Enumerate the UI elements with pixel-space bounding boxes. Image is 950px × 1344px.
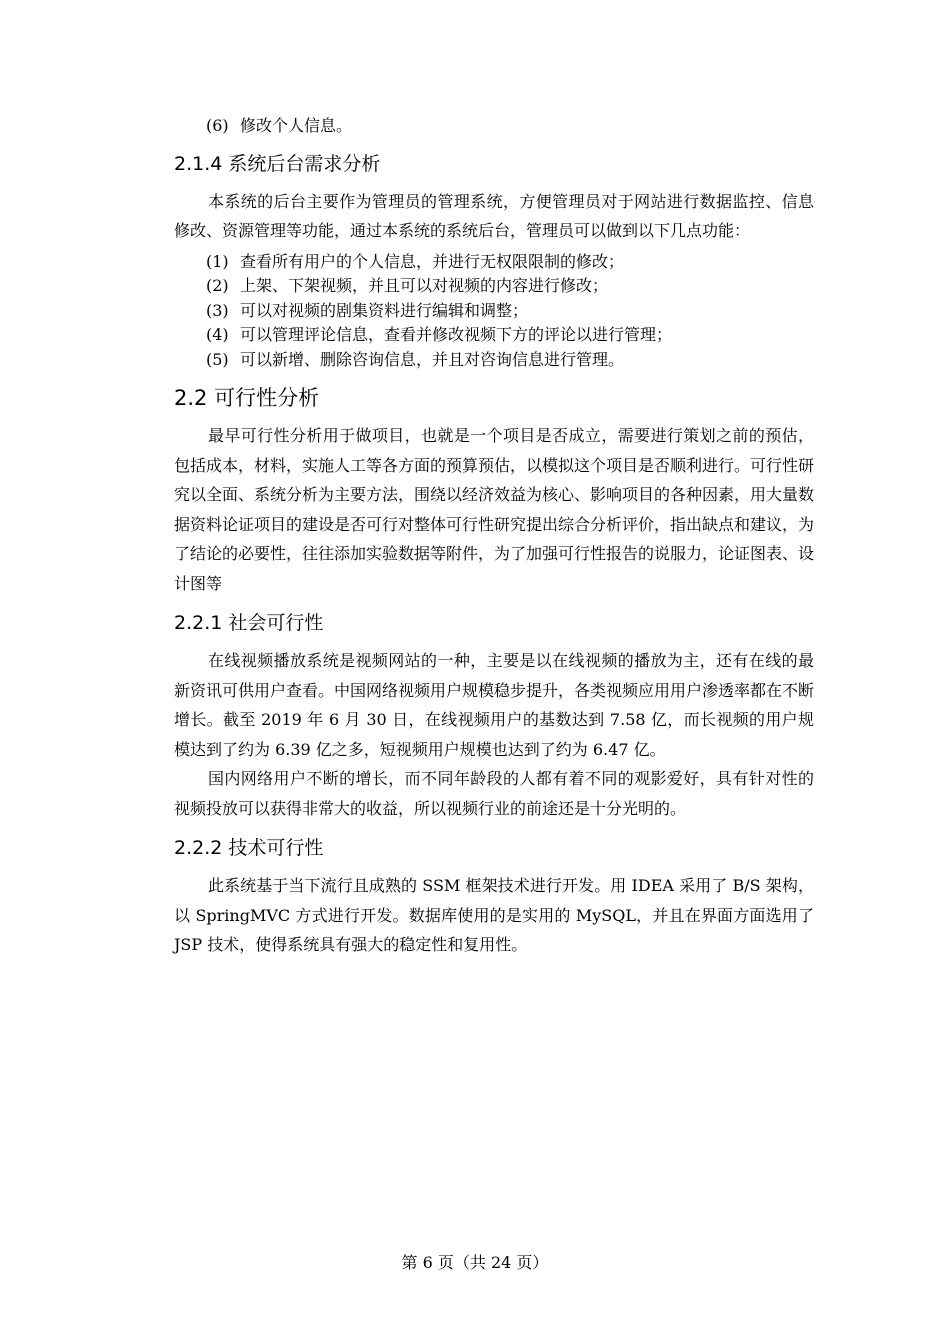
list-item-number: (4) [206, 325, 229, 344]
page-content [174, 114, 814, 960]
paragraph-backend-intro: 本系统的后台主要作为管理员的管理系统，方便管理员对于网站进行数据监控、信息修改、资源管理等功能，通过本系统的系统后台，管理员可以做到以下几点功能： [174, 191, 814, 240]
paragraph-social-feasibility-1: 在线视频播放系统是视频网站的一种，主要是以在线视频的播放为主，还有在线的最新资讯可供用户查看。中国网络视频用户规模稳步提升，各类视频应用用户渗透率都在不断增长。截至 2019 年 6 月 30 日，在线视频用户的基数达到 7.58 亿，而长视频的用户规模达到了约为 6.39 亿之多，短视频用户规模也达到了约为 6.47 亿。 [174, 651, 815, 759]
list-item [174, 323, 814, 348]
list-item-number: (1) [206, 251, 229, 271]
list-item-text: 查看所有用户的个人信息，并进行无权限限制的修改； [240, 251, 625, 271]
list-item-text: 修改个人信息。 [240, 116, 353, 135]
list-item-text: 可以管理评论信息，查看并修改视频下方的评论以进行管理； [240, 325, 673, 344]
heading-2-2-1: 2.2.1 社会可行性 [174, 612, 324, 634]
heading-2-2-2: 2.2.2 技术可行性 [174, 837, 324, 859]
heading-2-1-4: 2.1.4 系统后台需求分析 [174, 152, 381, 175]
list-item-number: (2) [206, 276, 229, 295]
list-item-number: (5) [206, 349, 229, 369]
list-item [174, 299, 814, 324]
list-item-number: (3) [206, 300, 229, 320]
heading-2-2: 2.2 可行性分析 [174, 386, 320, 410]
list-item-text: 可以新增、删除咨询信息，并且对咨询信息进行管理。 [240, 349, 625, 369]
list-item-text: 可以对视频的剧集资料进行编辑和调整； [240, 300, 529, 320]
list-item-text: 上架、下架视频，并且可以对视频的内容进行修改； [240, 276, 609, 295]
list-item-number: (6) [206, 116, 229, 135]
list-item [174, 114, 814, 139]
list-item [174, 250, 814, 275]
list-item [174, 348, 814, 373]
paragraph-feasibility: 最早可行性分析用于做项目，也就是一个项目是否成立，需要进行策划之前的预估，包括成本，材料，实施人工等各方面的预算预估，以模拟这个项目是否顺利进行。可行性研究以全面、系统分析为主要方法，围绕以经济效益为核心、影响项目的各种因素，用大量数据资料论证项目的建设是否可行对整体可行性研究提出综合分析评价，指出缺点和建议，为了结论的必要性，往往添加实验数据等附件，为了加强可行性报告的说服力，论证图表、设计图等 [174, 426, 815, 593]
paragraph-social-feasibility-2: 国内网络用户不断的增长，而不同年龄段的人都有着不同的观影爱好，具有针对性的视频投放可以获得非常大的收益，所以视频行业的前途还是十分光明的。 [174, 769, 814, 818]
page-number-footer: 第 6 页（共 24 页） [401, 1253, 549, 1272]
paragraph-technical-feasibility: 此系统基于当下流行且成熟的 SSM 框架技术进行开发。用 IDEA 采用了 B/S 架构，以 SpringMVC 方式进行开发。数据库使用的是实用的 MySQL，并且在界面方面选用了 JSP 技术，使得系统具有强大的稳定性和复用性。 [174, 876, 814, 954]
list-item [174, 274, 814, 299]
